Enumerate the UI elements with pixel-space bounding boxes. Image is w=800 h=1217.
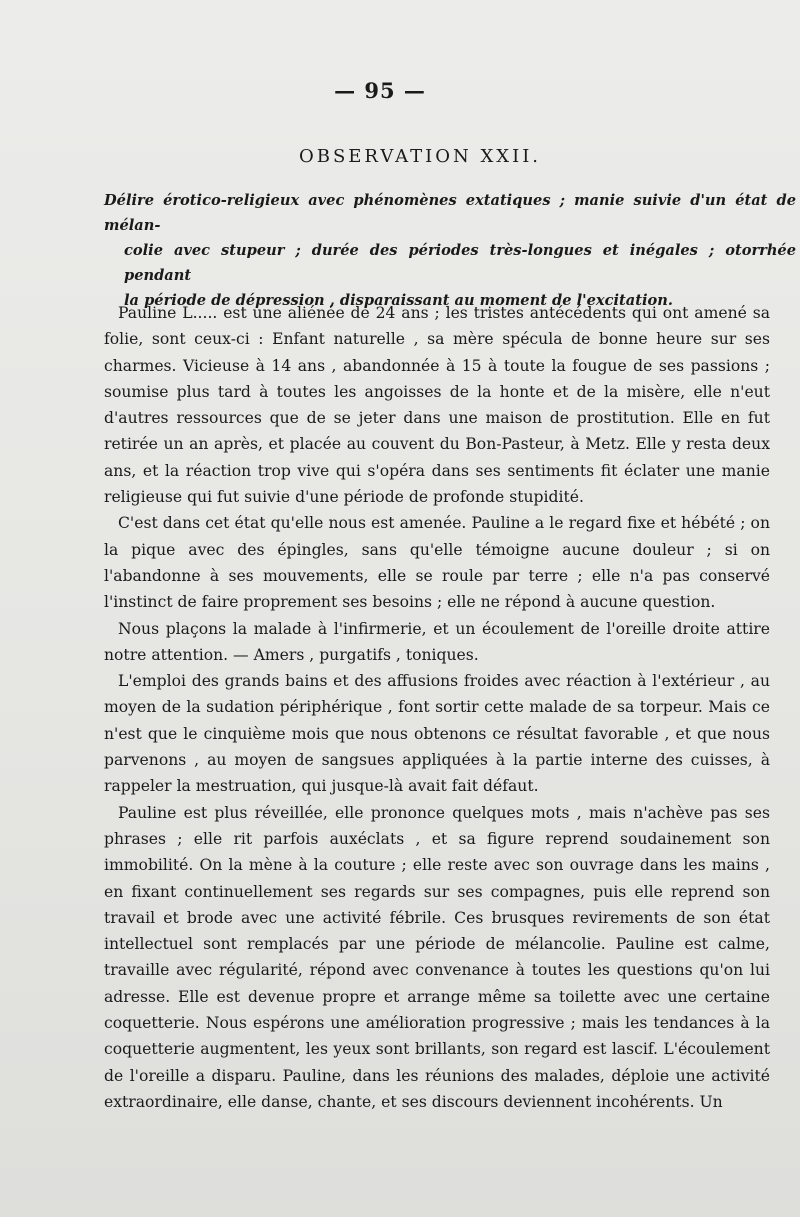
paragraph: C'est dans cet état qu'elle nous est amenée. Pauline a le regard fixe et hébété ; on la pique avec des épingles, sans qu'elle témoigne aucune douleur ; si on l'abandonne à ses mouvements, elle se roule par terre ; elle n'a pas conservé l'instinct de faire proprement ses besoins ; elle ne répond à aucune question.: [104, 514, 770, 612]
observation-subtitle: [104, 188, 796, 313]
body-text: [104, 300, 770, 1115]
subtitle-line: Délire érotico-religieux avec phénomènes extatiques ; manie suivie d'un état de mélan-: [104, 192, 796, 234]
chapter-title: OBSERVATION XXII.: [298, 146, 542, 167]
paragraph: L'emploi des grands bains et des affusions froides avec réaction à l'extérieur , au moyen de la sudation périphérique , font sortir cette malade de sa torpeur. Mais ce n'est que le cinquième mois que nous obtenons ce résultat favorable , et que nous parvenons , au moyen de sangsues appliquées à la partie interne des cuisses, à rappeler la mestruation, qui jusque-là avait fait défaut.: [104, 672, 770, 796]
paragraph: Pauline est plus réveillée, elle prononce quelques mots , mais n'achève pas ses phrases ; elle rit parfois auxéclats , et sa figure reprend soudainement son immobilité. On la mène à la couture ; elle reste avec son ouvrage dans les mains , en fixant continuellement ses regards sur ses compagnes, puis elle reprend son travail et brode avec une activité fébrile. Ces brusques revirements de son état intellectuel sont remplacés par une période de mélancolie. Pauline est calme, travaille avec régularité, répond avec convenance à toutes les questions qu'on lui adresse. Elle est devenue propre et arrange même sa toilette avec une certaine coquetterie. Nous espérons une amélioration progressive ; mais les tendances à la coquetterie augmentent, les yeux sont brillants, son regard est lascif. L'écoulement de l'oreille a disparu. Pauline, dans les réunions des malades, déploie une activité extraordinaire, elle danse, chante, et ses discours deviennent incohérents. Un: [104, 803, 770, 1111]
paragraph: Nous plaçons la malade à l'infirmerie, et un écoulement de l'oreille droite attire notre attention. — Amers , purgatifs , toniques.: [104, 619, 770, 664]
page-number: — 95 —: [334, 78, 426, 103]
paragraph: Pauline L..... est une aliénée de 24 ans ; les tristes antécédents qui ont amené sa folie, sont ceux-ci : Enfant naturelle , sa mère spécula de bonne heure sur ses charmes. Vicieuse à 14 ans , abandonnée à 15 à toute la fougue de ses passions ; soumise plus tard à toutes les angoisses de la honte et de la misère, elle n'eut d'autres ressources que de se jeter dans une maison de prostitution. Elle en fut retirée un an après, et placée au couvent du Bon-Pasteur, à Metz. Elle y resta deux ans, et la réaction trop vive qui s'opéra dans ses sentiments fit éclater une manie religieuse qui fut suivie d'une période de profonde stupidité.: [104, 304, 770, 507]
subtitle-line: la période de dépression , disparaissant au moment de l'excitation.: [124, 292, 673, 309]
subtitle-line: colie avec stupeur ; durée des périodes très-longues et inégales ; otorrhée pendant: [124, 242, 796, 284]
